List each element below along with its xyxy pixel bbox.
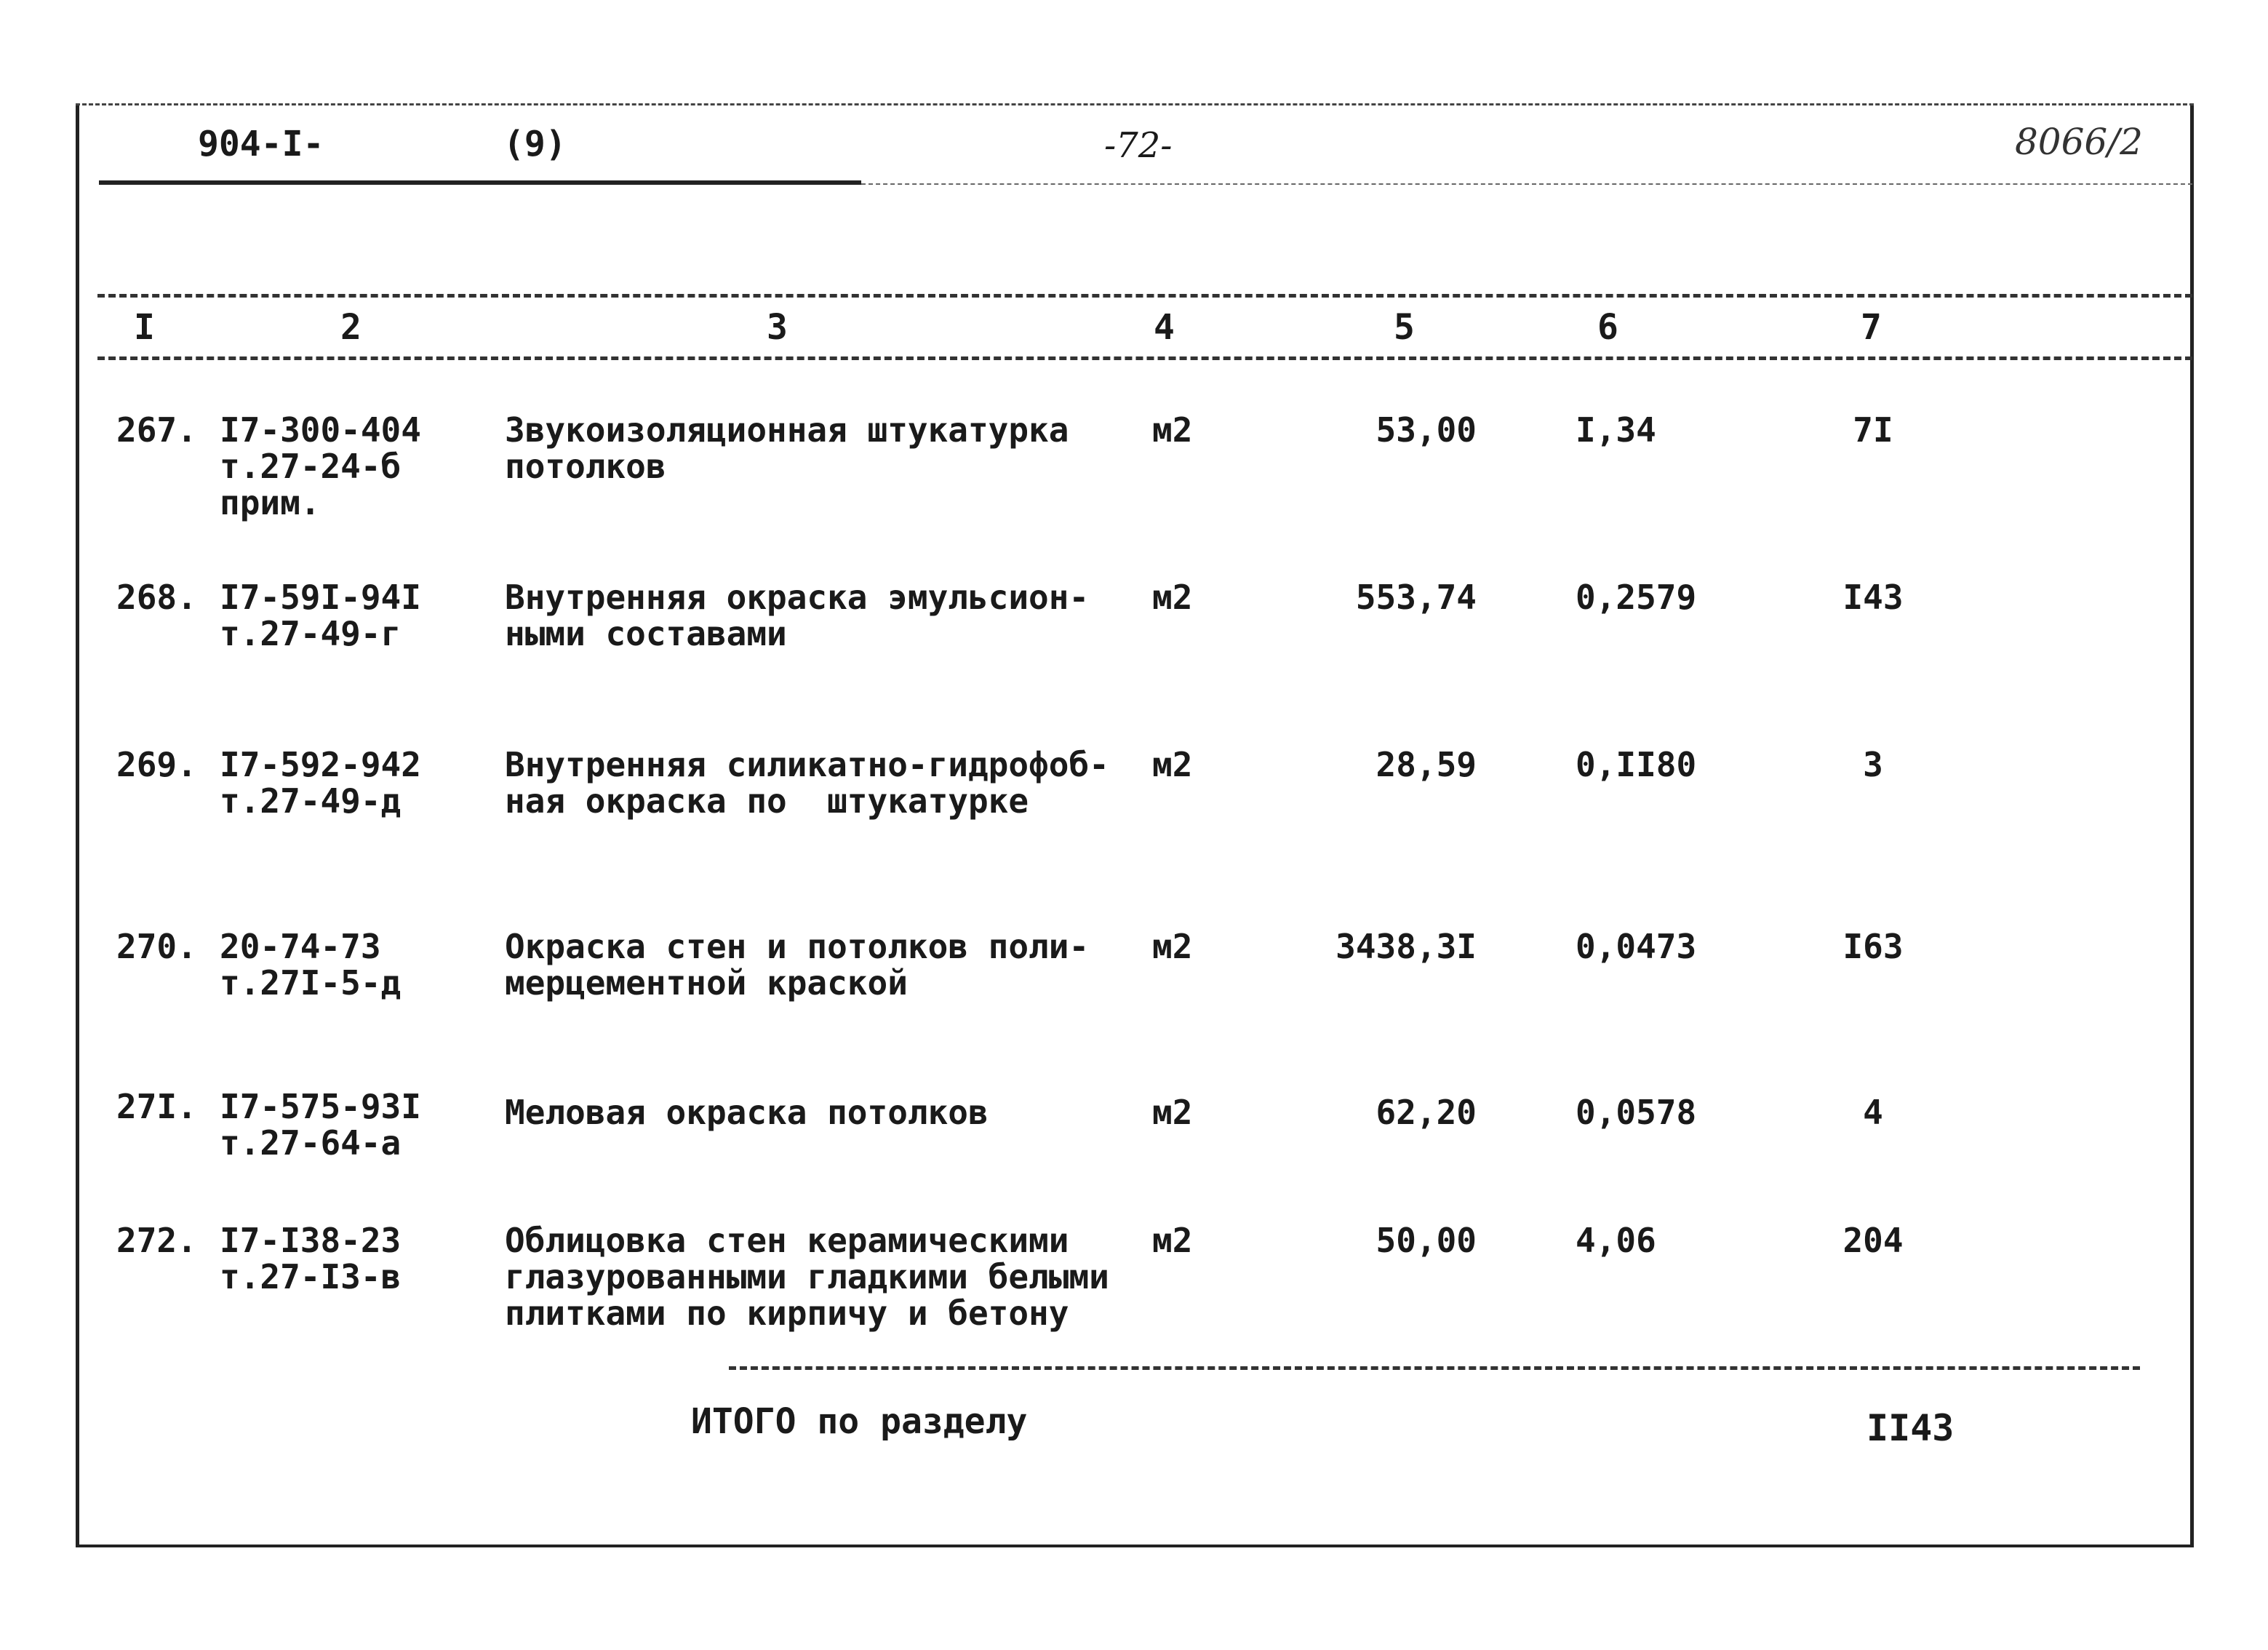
column-number-5: 5 <box>1394 307 1415 348</box>
norm: 0,2579 <box>1576 578 1697 617</box>
quantity: 553,74 <box>1355 578 1477 617</box>
column-number-1: I <box>134 307 155 348</box>
column-header-bottom-rule <box>97 356 2192 360</box>
work-name: Звукоизоляционная штукатурка потолков <box>505 410 1069 486</box>
table-row <box>0 928 2268 1081</box>
table-row <box>0 412 2268 565</box>
rate-code: I7-I38-23 т.27-I3-в <box>220 1221 402 1296</box>
summary-label: ИТОГО по разделу <box>691 1401 1028 1442</box>
unit: м2 <box>1152 1093 1193 1132</box>
work-name: Меловая окраска потолков <box>505 1093 989 1132</box>
rate-code: I7-300-404 т.27-24-б прим. <box>220 410 421 522</box>
norm: 0,0578 <box>1576 1093 1697 1132</box>
row-number: 269. <box>116 745 197 784</box>
total: 204 <box>1842 1221 1904 1260</box>
summary-rule <box>729 1366 2140 1370</box>
norm: I,34 <box>1576 410 1656 450</box>
column-number-2: 2 <box>340 307 362 348</box>
work-name: Внутренняя силикатно-гидрофоб- ная окраска по штукатурке <box>505 745 1109 821</box>
unit: м2 <box>1152 927 1193 966</box>
total: I63 <box>1842 927 1904 966</box>
header-rule-thin <box>861 183 2192 185</box>
total: 4 <box>1863 1093 1883 1132</box>
handwritten-stamp: 8066/2 <box>2015 121 2143 163</box>
rate-code: I7-592-942 т.27-49-д <box>220 745 421 821</box>
row-number: 272. <box>116 1221 197 1260</box>
table-row <box>0 1222 2268 1375</box>
table-row <box>0 746 2268 899</box>
quantity: 62,20 <box>1375 1093 1477 1132</box>
rate-code: 20-74-73 т.27I-5-д <box>220 927 402 1003</box>
top-edge <box>76 103 2194 105</box>
total: I43 <box>1842 578 1904 617</box>
page-number: -72- <box>1104 125 1173 166</box>
work-name: Внутренняя окраска эмульсион- ными составами <box>505 578 1090 653</box>
total: 3 <box>1863 745 1883 784</box>
total: 7I <box>1853 410 1893 450</box>
quantity: 3438,3I <box>1335 927 1477 966</box>
column-header-top-rule <box>97 294 2192 298</box>
quantity: 28,59 <box>1375 745 1477 784</box>
rate-code: I7-575-93I т.27-64-а <box>220 1087 421 1163</box>
table-row <box>0 1088 2268 1241</box>
unit: м2 <box>1152 1221 1193 1260</box>
part-number: (9) <box>503 124 567 164</box>
unit: м2 <box>1152 745 1193 784</box>
norm: 0,II80 <box>1576 745 1697 784</box>
row-number: 268. <box>116 578 197 617</box>
work-name: Окраска стен и потолков поли- мерцементной краской <box>505 927 1090 1003</box>
quantity: 53,00 <box>1375 410 1477 450</box>
sheet-code: 904-I- <box>198 124 324 164</box>
column-number-7: 7 <box>1861 307 1882 348</box>
summary-total: II43 <box>1866 1407 1954 1449</box>
work-name: Облицовка стен керамическими глазурованными гладкими белыми плитками по кирпичу и бетону <box>505 1221 1109 1333</box>
row-number: 27I. <box>116 1087 197 1126</box>
unit: м2 <box>1152 410 1193 450</box>
quantity: 50,00 <box>1375 1221 1477 1260</box>
header-rule <box>99 180 861 185</box>
norm: 4,06 <box>1576 1221 1656 1260</box>
column-number-6: 6 <box>1597 307 1618 348</box>
row-number: 267. <box>116 410 197 450</box>
column-number-4: 4 <box>1154 307 1175 348</box>
norm: 0,0473 <box>1576 927 1697 966</box>
unit: м2 <box>1152 578 1193 617</box>
rate-code: I7-59I-94I т.27-49-г <box>220 578 421 653</box>
table-row <box>0 579 2268 732</box>
column-number-3: 3 <box>767 307 788 348</box>
row-number: 270. <box>116 927 197 966</box>
